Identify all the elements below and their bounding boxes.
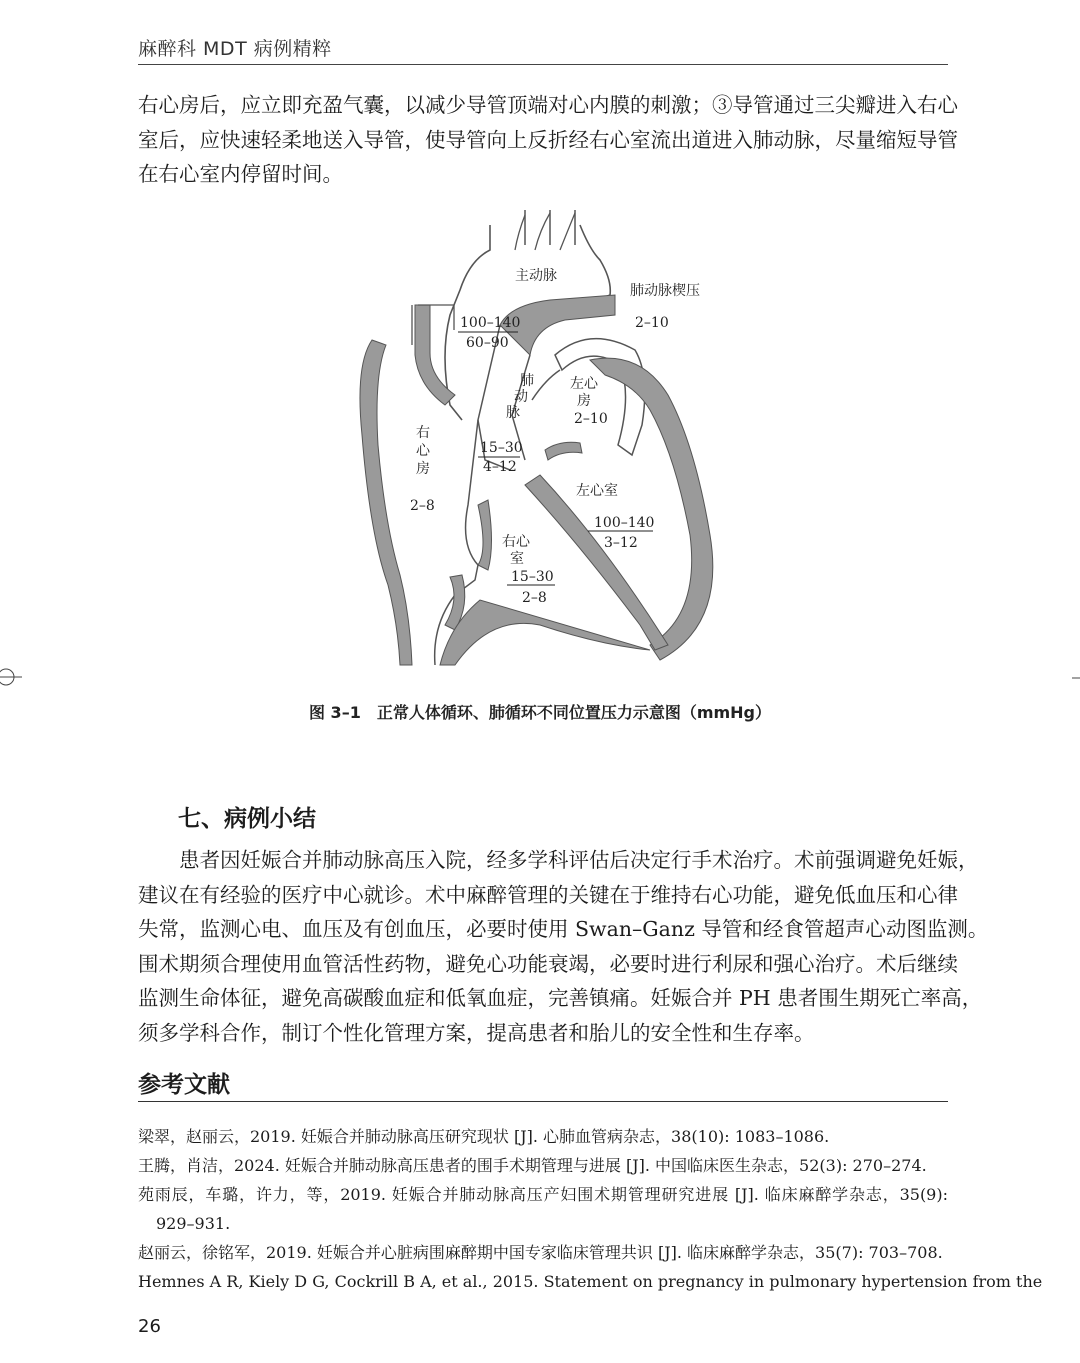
label-la-1: 左心 — [570, 376, 598, 392]
registration-mark-right — [1070, 668, 1080, 688]
aorta-pressure-systolic: 100–140 — [460, 315, 521, 331]
label-ra-2: 心 — [416, 443, 430, 459]
references-rule — [138, 1101, 948, 1102]
pa-pressure-systolic: 15–30 — [480, 440, 523, 456]
la-value: 2–10 — [574, 411, 608, 427]
paragraph-line: 须多学科合作，制订个性化管理方案，提高患者和胎儿的安全性和生存率。 — [138, 1020, 815, 1045]
paragraph-line: 在右心室内停留时间。 — [138, 162, 343, 186]
left-ventricle-wall — [590, 358, 713, 660]
body-paragraph-2 — [138, 843, 989, 1050]
reference-item: Hemnes A R, Kiely D G, Cockrill B A, et al., 2015. Statement on pregnancy in pulmonary hypertension from the — [138, 1272, 1043, 1291]
lv-pressure-systolic: 100–140 — [594, 515, 655, 531]
label-rv-2: 室 — [510, 551, 524, 567]
mitral-valve — [545, 442, 582, 460]
label-ra-1: 右 — [416, 425, 430, 441]
references-list — [138, 1122, 1043, 1296]
paragraph-line: 患者因妊娠合并肺动脉高压入院，经多学科评估后决定行手术治疗。术前强调避免妊娠， — [179, 848, 979, 872]
heart-pressure-diagram — [350, 205, 750, 675]
label-aorta: 主动脉 — [515, 268, 557, 284]
paragraph-line: 监测生命体征，避免高碳酸血症和低氧血症，完善镇痛。妊娠合并 PH 患者围生期死亡率高， — [138, 986, 983, 1010]
references-title: 参考文献 — [138, 1071, 230, 1098]
label-la-2: 房 — [577, 393, 591, 409]
paragraph-line: 围术期须合理使用血管活性药物，避免心功能衰竭，必要时进行利尿和强心治疗。术后继续 — [138, 951, 958, 976]
left-atrium-outline — [555, 339, 645, 455]
page-number: 26 — [138, 1316, 161, 1337]
aortic-branches — [525, 210, 575, 245]
pa-pressure-diastolic: 4–12 — [483, 459, 517, 475]
label-pa-3: 脉 — [506, 405, 520, 421]
label-lv: 左心室 — [576, 483, 618, 499]
label-rv-1: 右心 — [502, 534, 530, 550]
body-paragraph-1 — [138, 88, 958, 192]
aorta-right-outline — [580, 225, 610, 303]
label-pa-2: 动 — [514, 389, 528, 405]
paragraph-line: 建议在有经验的医疗中心就诊。术中麻醉管理的关键在于维持右心功能，避免低血压和心律 — [138, 882, 958, 907]
reference-item: 王腾，肖洁，2024. 妊娠合并肺动脉高压患者的围手术期管理与进展 [J]. 中国临床医生杂志，52(3): 270–274. — [138, 1156, 927, 1175]
reference-item: 赵丽云，徐铭军，2019. 妊娠合并心脏病围麻醉期中国专家临床管理共识 [J]. 临床麻醉学杂志，35(7): 703–708. — [138, 1243, 943, 1262]
reference-item-continuation: 929–931. — [156, 1214, 231, 1233]
header-rule — [138, 64, 948, 65]
aortic-root-outline — [532, 370, 560, 400]
aortic-branch-walls — [515, 213, 575, 250]
right-ventricle-wall — [440, 600, 650, 665]
aorta-pressure-diastolic: 60–90 — [466, 335, 509, 351]
right-atrium-wall — [360, 340, 412, 665]
registration-mark-left — [0, 662, 22, 692]
pcwp-value: 2–10 — [635, 315, 669, 331]
paragraph-line: 失常，监测心电、血压及有创血压，必要时使用 Swan–Ganz 导管和经食管超声心动图监测。 — [138, 917, 989, 941]
label-pcwp: 肺动脉楔压 — [630, 283, 700, 299]
paragraph-line: 右心房后，应立即充盈气囊，以减少导管顶端对心内膜的刺激；③导管通过三尖瓣进入右心 — [138, 93, 958, 117]
ra-value: 2–8 — [410, 498, 435, 514]
rv-pressure-diastolic: 2–8 — [522, 590, 547, 606]
label-pa-1: 肺 — [520, 373, 534, 389]
paragraph-line: 室后，应快速轻柔地送入导管，使导管向上反折经右心室流出道进入肺动脉，尽量缩短导管 — [138, 127, 958, 152]
tricuspid-valve — [478, 500, 492, 570]
label-ra-3: 房 — [416, 461, 430, 477]
running-head: 麻醉科 MDT 病例精粹 — [138, 38, 332, 60]
reference-item: 苑雨辰，车璐，许力，等，2019. 妊娠合并肺动脉高压产妇围术期管理研究进展 [J]. 临床麻醉学杂志，35(9): — [138, 1185, 948, 1204]
reference-item: 梁翠，赵丽云，2019. 妊娠合并肺动脉高压研究现状 [J]. 心肺血管病杂志，38(10): 1083–1086. — [138, 1127, 830, 1146]
figure-caption: 图 3–1 正常人体循环、肺循环不同位置压力示意图（mmHg） — [308, 703, 772, 722]
rv-pressure-systolic: 15–30 — [511, 569, 554, 585]
lv-pressure-diastolic: 3–12 — [604, 535, 638, 551]
section-title: 七、病例小结 — [178, 805, 316, 832]
